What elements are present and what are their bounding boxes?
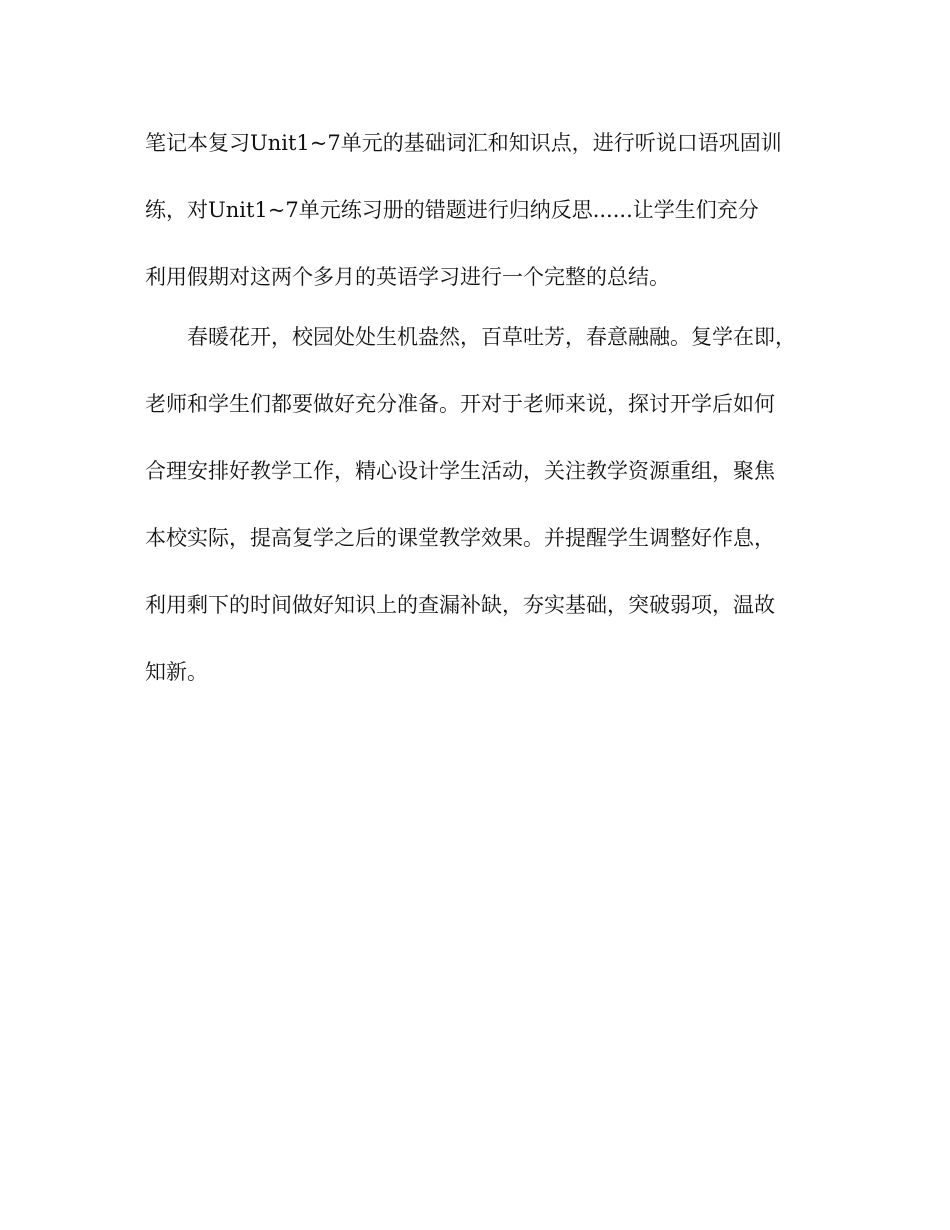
paragraph-line: 春暖花开，校园处处生机盎然，百草吐芳，春意融融。复学在即， (187, 325, 796, 349)
paragraph-line: 本校实际，提高复学之后的课堂教学效果。并提醒学生调整好作息， (145, 526, 775, 550)
paragraph-1 (145, 120, 805, 314)
paragraph-line: 利用假期对这两个多月的英语学习进行一个完整的总结。 (145, 265, 670, 289)
paragraph-line: 利用剩下的时间做好知识上的查漏补缺，夯实基础，突破弱项，温故 (145, 593, 775, 617)
paragraph-line: 知新。 (145, 660, 208, 684)
paragraph-line: 老师和学生们都要做好充分准备。开对于老师来说，探讨开学后如何 (145, 392, 775, 416)
paragraph-line: 合理安排好教学工作，精心设计学生活动，关注教学资源重组，聚焦 (145, 459, 775, 483)
paragraph-line: 笔记本复习Unit1~7单元的基础词汇和知识点，进行听说口语巩固训 (145, 131, 782, 155)
paragraph-line: 练，对Unit1~7单元练习册的错题进行归纳反思......让学生们充分 (145, 198, 759, 222)
document-body (145, 120, 805, 716)
paragraph-2 (145, 314, 805, 716)
